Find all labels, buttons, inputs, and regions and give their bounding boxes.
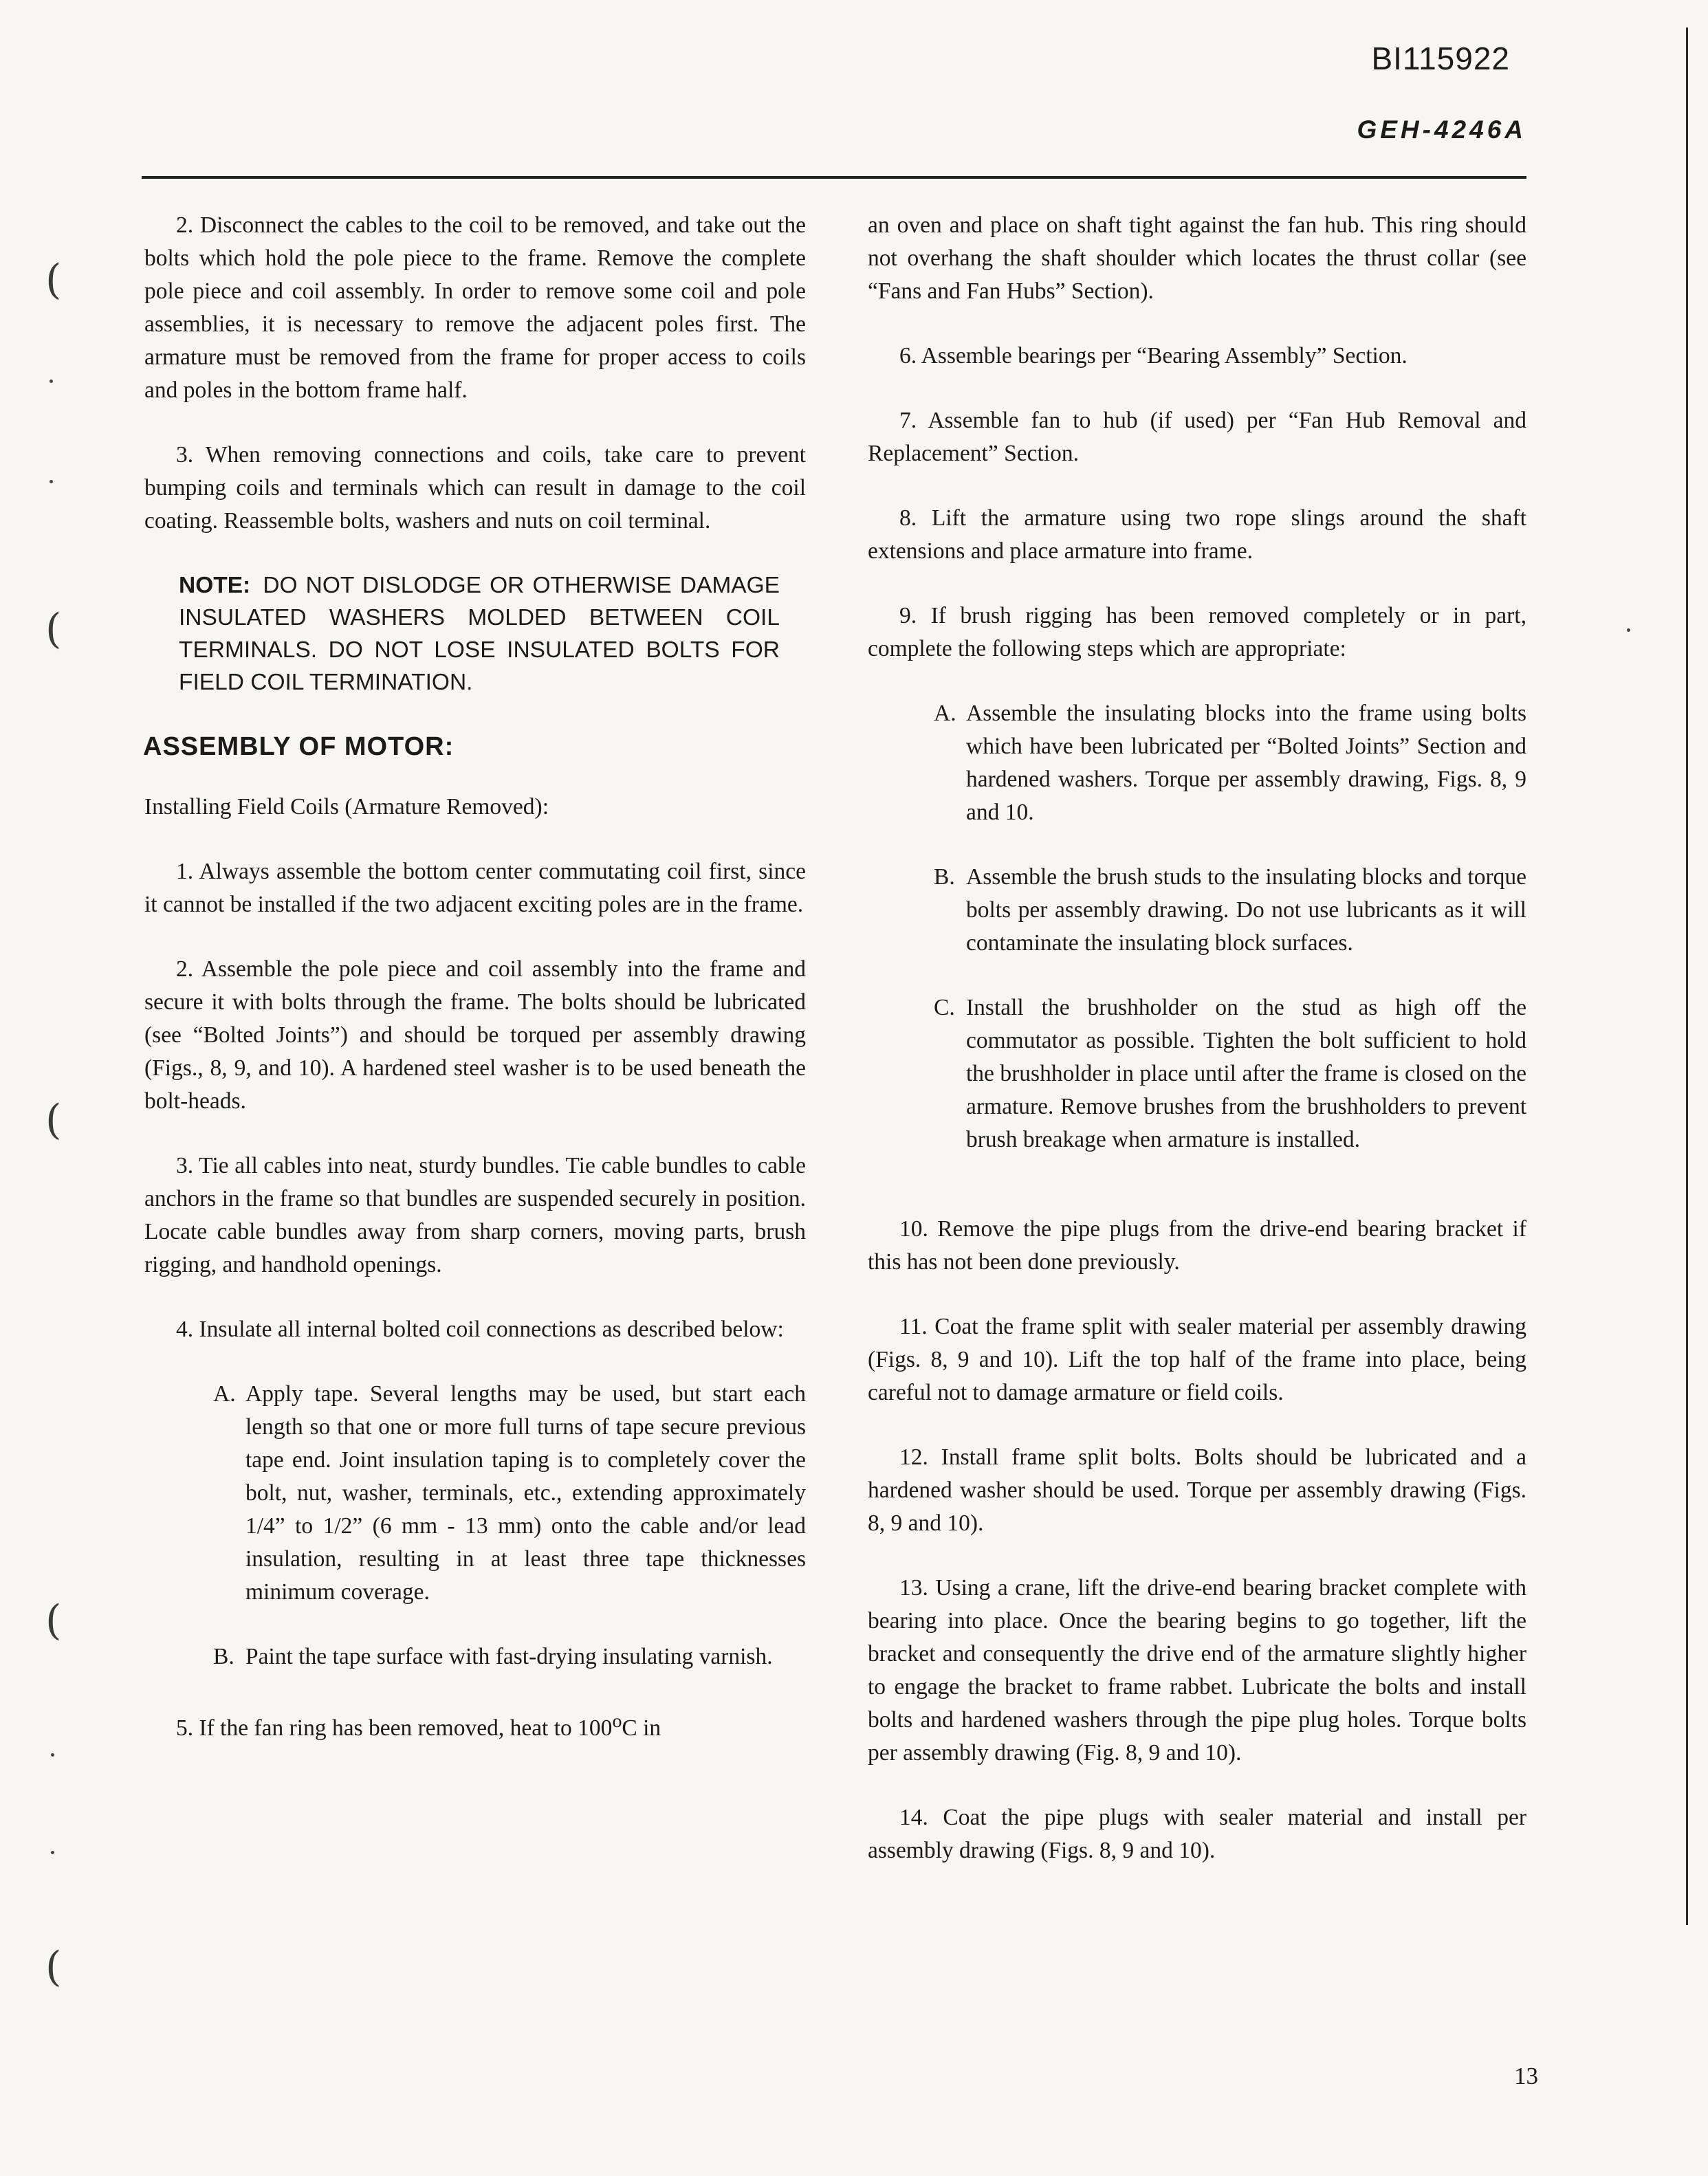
list-item: 10. Remove the pipe plugs from the drive-end bearing bracket if this has not been done previously. (868, 1216, 1526, 1275)
sub-list-item (213, 1640, 806, 1673)
binder-hole-mark: ( (45, 1943, 62, 1991)
page-number: 13 (1514, 2063, 1538, 2089)
sub-item-letter: A. (213, 1381, 236, 1407)
list-item: 8. Lift the armature using two rope slings around the shaft extensions and place armature into frame. (868, 505, 1526, 564)
scan-speck (51, 1753, 54, 1757)
list-item: 5. If the fan ring has been removed, heat to 100$^o$C in (176, 1711, 661, 1741)
spacer (868, 1188, 1526, 1213)
sub-item-text: Assemble the insulating blocks into the frame using bolts which have been lubricated per “Bolted Joints” Section and hardened washers. Torque per assembly drawing, Figs. 8, 9 and 10. (966, 701, 1526, 825)
document-id: BI115922 (1371, 41, 1510, 76)
paragraph: an oven and place on shaft tight against the fan hub. This ring should not overhang the shaft shoulder which locates the thrust collar (see “Fans and Fan Hubs” Section). (868, 212, 1526, 304)
paragraph: 2. Disconnect the cables to the coil to be removed, and take out the bolts which hold the pole piece to the frame. Remove the complete pole piece and coil assembly. In order to remove some coil and pole assemblies, it is necessary to remove the adjacent poles first. The armature must be removed from the frame for proper access to coils and poles in the bottom frame half. (144, 212, 806, 403)
subheading: Installing Field Coils (Armature Removed): (144, 794, 549, 820)
list-item: 13. Using a crane, lift the drive-end bearing bracket complete with bearing into place. Once the bearing begins to go together, lift the bracket and consequently the drive end of the armature slightly higher to engage the bracket to frame rabbet. Lubricate the bolts and install bolts and hardened washers through the pipe plug holes. Torque bolts per assembly drawing (Fig. 8, 9 and 10). (868, 1575, 1526, 1766)
publication-number: GEH-4246A (1357, 116, 1526, 144)
sub-item-letter: B. (213, 1644, 234, 1669)
list-item: 4. Insulate all internal bolted coil connections as described below: (176, 1317, 784, 1342)
sub-list-item (934, 991, 1526, 1156)
binder-hole-mark: ( (45, 605, 62, 653)
section-heading: ASSEMBLY OF MOTOR: (143, 732, 455, 761)
list-item: 1. Always assemble the bottom center commutating coil first, since it cannot be installed if the two adjacent exciting poles are in the frame. (144, 859, 806, 917)
scan-speck (50, 480, 53, 483)
header-rule (142, 176, 1526, 179)
degree-superscript: o (612, 1711, 622, 1732)
list-item: 12. Install frame split bolts. Bolts should be lubricated and a hardened washer should be used. Torque per assembly drawing (Figs. 8, 9 and 10). (868, 1444, 1526, 1536)
list-item: 7. Assemble fan to hub (if used) per “Fan Hub Removal and Replacement” Section. (868, 408, 1526, 466)
binder-hole-mark: ( (45, 256, 62, 304)
sub-item-letter: A. (934, 701, 956, 726)
sub-item-text: Install the brushholder on the stud as high off the commutator as possible. Tighten the bolt sufficient to hold the brushholder in place until after the frame is closed on the armature. Remove brushes from the brushholders to prevent brush breakage when armature is installed. (966, 995, 1526, 1152)
scan-speck (1627, 628, 1630, 632)
list-item: 11. Coat the frame split with sealer material per assembly drawing (Figs. 8, 9 and 10). Lift the top half of the frame into place, being careful not to damage armature or field coils. (868, 1314, 1526, 1405)
list-item: 3. Tie all cables into neat, sturdy bundles. Tie cable bundles to cable anchors in the frame so that bundles are suspended securely in position. Locate cable bundles away from sharp corners, moving parts, brush rigging, and handhold openings. (144, 1153, 806, 1277)
sub-item-letter: C. (934, 995, 955, 1020)
scan-speck (50, 380, 53, 383)
note-text: DO NOT DISLODGE OR OTHERWISE DAMAGE INSULATED WASHERS MOLDED BETWEEN COIL TERMINALS. DO NOT LOSE INSULATED BOLTS FOR FIELD COIL TERMINATION. (179, 573, 780, 695)
note-label: NOTE: (179, 573, 251, 598)
list-item: 2. Assemble the pole piece and coil assembly into the frame and secure it with bolts through the frame. The bolts should be lubricated (see “Bolted Joints”) and should be torqued per assembly drawing (Figs., 8, 9, and 10). A hardened steel washer is to be used beneath the bolt-heads. (144, 956, 806, 1114)
scan-edge-line (1686, 28, 1688, 1925)
list-item: 9. If brush rigging has been removed completely or in part, complete the following steps which are appropriate: (868, 603, 1526, 661)
sub-item-text: Paint the tape surface with fast-drying insulating varnish. (245, 1644, 773, 1669)
left-column (144, 209, 806, 1777)
paragraph: 3. When removing connections and coils, take care to prevent bumping coils and terminals which can result in damage to the coil coating. Reassemble bolts, washers and nuts on coil terminal. (144, 442, 806, 534)
sub-list-item (934, 861, 1526, 960)
sub-item-text: Assemble the brush studs to the insulating blocks and torque bolts per assembly drawing. Do not use lubricants as it will contaminate the insulating block surfaces. (966, 864, 1526, 956)
sub-list-item (213, 1378, 806, 1609)
sub-item-letter: B. (934, 864, 955, 890)
list-item: 6. Assemble bearings per “Bearing Assembly” Section. (899, 343, 1408, 369)
right-column (868, 209, 1526, 1899)
binder-hole-mark: ( (45, 1596, 62, 1645)
note-block (179, 569, 780, 699)
scan-speck (51, 1851, 54, 1854)
list-item: 14. Coat the pipe plugs with sealer material and install per assembly drawing (Figs. 8, 9 and 10). (868, 1805, 1526, 1863)
sub-item-text: Apply tape. Several lengths may be used, but start each length so that one or more full turns of tape secure previous tape end. Joint insulation taping is to completely cover the bolt, nut, washer, terminals, etc., extending approximately 1/4” to 1/2” (6 mm - 13 mm) onto the cable and/or lead insulation, resulting in at least three tape thicknesses minimum coverage. (245, 1381, 806, 1605)
binder-hole-mark: ( (45, 1096, 62, 1144)
sub-list-item (934, 697, 1526, 829)
